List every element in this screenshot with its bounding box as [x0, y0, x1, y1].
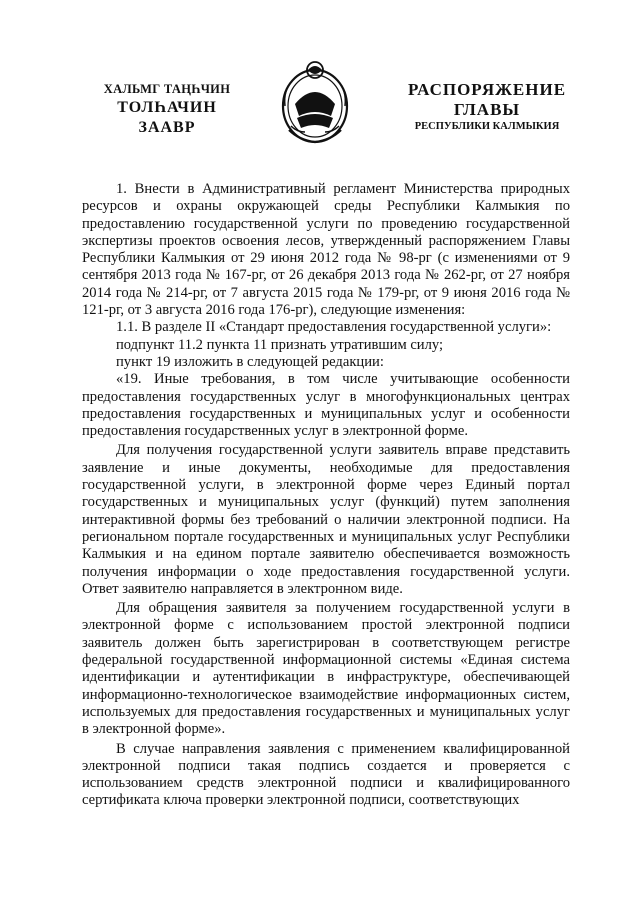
paragraph-4: пункт 19 изложить в следующей редакции: — [116, 353, 384, 370]
header-right-block — [392, 80, 582, 133]
header-left-line-1: ХАЛЬМГ ТАҢҺЧИН — [103, 82, 231, 96]
header-left-block — [82, 82, 252, 138]
paragraph-8: В случае направления заявления с применением квалифицированной электронной подписи такая подпись создается и проверяется с использованием средств электронной подписи и квалифицированного сертификата ключа проверки электронной подписи, соответствующих — [82, 740, 570, 809]
paragraph-3: подпункт 11.2 пункта 11 признать утратившим силу; — [116, 336, 444, 353]
paragraph-2: 1.1. В разделе II «Стандарт предоставления государственной услуги»: — [116, 319, 552, 336]
header-right-region: РЕСПУБЛИКИ КАЛМЫКИЯ — [414, 120, 560, 132]
document-body — [82, 181, 570, 810]
header-left-line-2: ТОЛҺАЧИН — [117, 98, 217, 116]
paragraph-7: Для обращения заявителя за получением государственной услуги в электронной форме с использованием простой электронной подписи заявитель должен быть зарегистрирован в соответствующем регистре федеральной государственной информационной системы «Единая система идентификации и аутентификации в инфраструктуре, обеспечивающей информационно-технологическое взаимодействие информационных систем, используемых для предоставления государственных и муниципальных услуг в электронной форме». — [82, 600, 570, 738]
paragraph-1: 1. Внести в Административный регламент Министерства природных ресурсов и охраны окружающей среды Республики Калмыкия по предоставлению государственной услуги по проведению государственной экспертизы проектов освоения лесов, утвержденный распоряжением Главы Республики Калмыкия от 29 июня 2012 года № 98-рг (с изменениями от 9 сентября 2013 года № 167-рг, от 26 декабря 2013 года № 262-рг, от 27 ноября 2014 года № 214-рг, от 7 августа 2015 года № 179-рг, от 9 июня 2016 года № 121-рг, от 3 августа 2016 года 176-рг), следующие изменения: — [82, 181, 570, 319]
paragraph-6: Для получения государственной услуги заявитель вправе представить заявление и иные документы, необходимые для предоставления государственной услуги, в электронной форме через Единый портал государственных и муниципальных услуг (функций) путем заполнения интерактивной формы без требований о наличии электронной подписи. На региональном портале государственных и муниципальных услуг Республики Калмыкия и на едином портале заявителю обеспечивается возможность получения информации о ходе предоставления государственной услуги. Ответ заявителю направляется в электронном виде. — [82, 442, 570, 597]
header-right-title: РАСПОРЯЖЕНИЕ — [407, 80, 567, 99]
paragraph-5: «19. Иные требования, в том числе учитывающие особенности предоставления государственных услуг в многофункциональных центрах предоставления государственных и муниципальных услуг и особенности предоставления государственных услуг в электронной форме. — [82, 371, 570, 440]
document-header — [0, 60, 640, 150]
header-left-line-3: ЗААВР — [138, 118, 196, 136]
header-right-subtitle: ГЛАВЫ — [453, 100, 521, 120]
coat-of-arms-emblem — [279, 60, 351, 150]
